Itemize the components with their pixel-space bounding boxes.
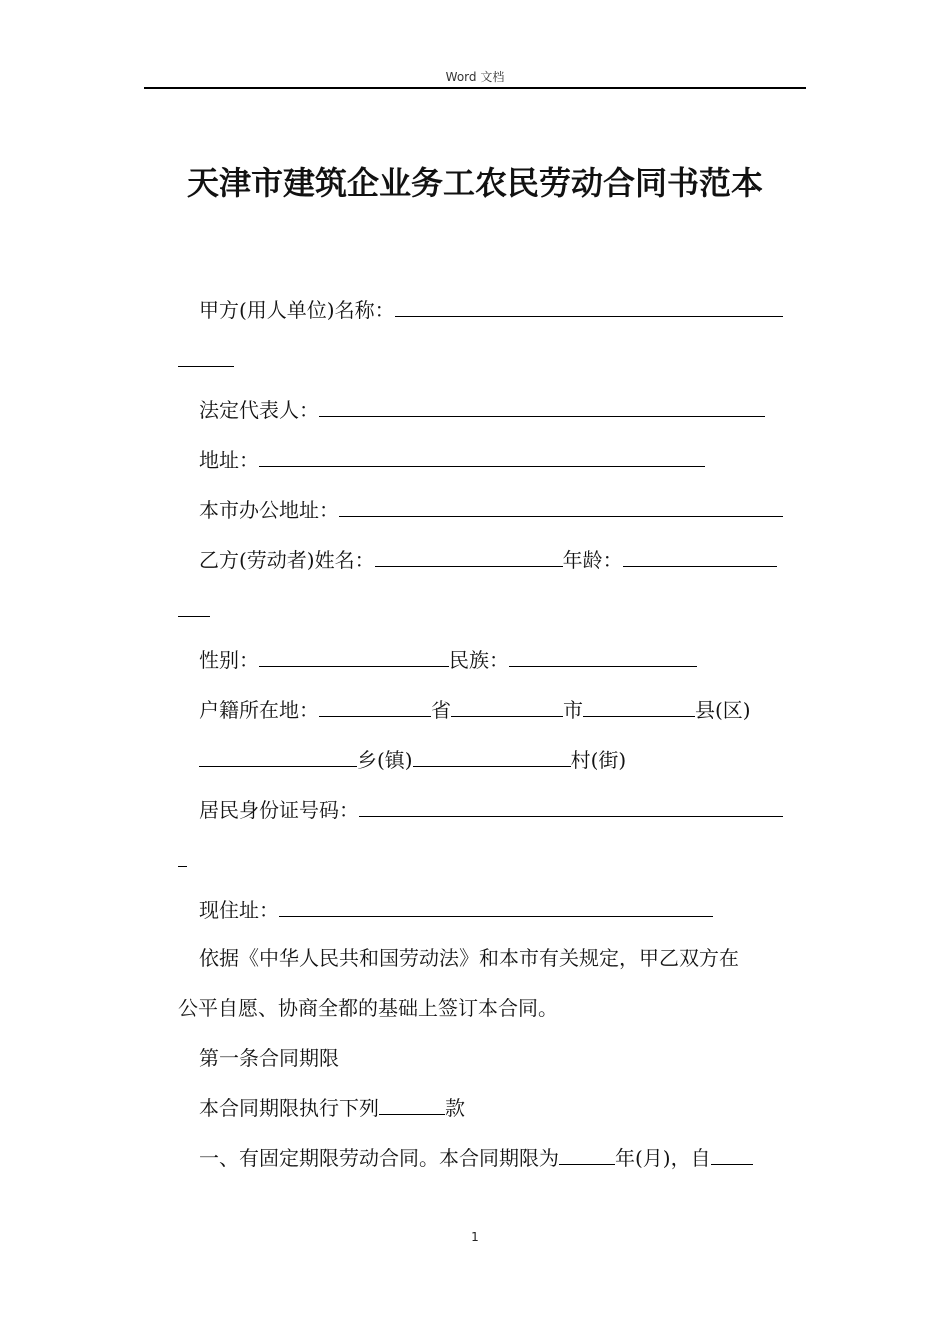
party-b-name-blank[interactable] — [375, 546, 563, 567]
document-title: 天津市建筑企业务工农民劳动合同书范本 — [186, 164, 763, 202]
intro-line-2: 公平自愿、协商全都的基础上签订本合同。 — [178, 996, 558, 1020]
party-a-address-line — [199, 445, 705, 475]
party-a-name-blank-cont[interactable] — [178, 346, 234, 367]
party-b-current-address-line — [199, 895, 713, 925]
city-blank[interactable] — [451, 696, 563, 717]
party-b-household-label: 户籍所在地： — [199, 698, 319, 722]
party-b-ethnicity-label: 民族： — [449, 648, 509, 672]
article-1-text — [199, 1093, 465, 1123]
clause-1-term-blank[interactable] — [559, 1144, 615, 1165]
party-a-address-blank[interactable] — [259, 446, 705, 467]
party-a-office-line — [199, 495, 783, 525]
party-a-name-line-cont — [178, 345, 234, 375]
party-b-id-blank-cont[interactable] — [178, 846, 187, 867]
party-a-address-label: 地址： — [199, 448, 259, 472]
party-a-office-label: 本市办公地址： — [199, 498, 339, 522]
party-b-age-label: 年龄： — [562, 548, 623, 572]
header-text: Word 文档 — [445, 70, 505, 84]
party-a-office-blank[interactable] — [339, 496, 783, 517]
party-a-rep-blank[interactable] — [319, 396, 765, 417]
township-blank[interactable] — [199, 746, 357, 767]
party-b-id-line-cont — [178, 845, 187, 875]
party-a-name-label: 甲方(用人单位)名称： — [199, 298, 395, 322]
party-b-gender-label: 性别： — [199, 648, 259, 672]
article-1-text-b: 款 — [445, 1096, 465, 1120]
clause-1-line — [199, 1143, 753, 1173]
county-blank[interactable] — [583, 696, 695, 717]
page-number: 1 — [471, 1230, 479, 1244]
county-label: 县(区) — [695, 698, 751, 722]
article-1-title: 第一条合同期限 — [199, 1046, 339, 1070]
province-blank[interactable] — [319, 696, 431, 717]
party-a-rep-label: 法定代表人： — [199, 398, 319, 422]
clause-1-text-b: 年(月)，自 — [615, 1146, 711, 1170]
party-b-name-label: 乙方(劳动者)姓名： — [199, 548, 375, 572]
party-b-id-line — [199, 795, 783, 825]
intro-line-1: 依据《中华人民共和国劳动法》和本市有关规定，甲乙双方在 — [199, 946, 739, 970]
article-1-text-a: 本合同期限执行下列 — [199, 1096, 379, 1120]
village-label: 村(街) — [570, 748, 627, 772]
province-label: 省 — [431, 698, 451, 722]
party-b-current-address-blank[interactable] — [279, 896, 713, 917]
village-blank[interactable] — [413, 746, 571, 767]
party-b-township-line — [199, 745, 626, 775]
article-1-clause-blank[interactable] — [379, 1094, 445, 1115]
party-b-name-line — [199, 545, 777, 575]
township-label: 乡(镇) — [357, 748, 413, 772]
party-b-age-blank[interactable] — [623, 546, 777, 567]
party-b-id-blank[interactable] — [359, 796, 783, 817]
party-a-rep-line — [199, 395, 765, 425]
party-b-current-address-label: 现住址： — [199, 898, 279, 922]
clause-1-start-blank[interactable] — [711, 1144, 753, 1165]
party-b-ethnicity-blank[interactable] — [509, 646, 697, 667]
party-b-household-line — [199, 695, 751, 725]
party-b-age-line-cont — [178, 595, 210, 625]
header-divider — [144, 87, 806, 89]
party-b-id-label: 居民身份证号码： — [199, 798, 359, 822]
party-b-age-blank-cont[interactable] — [178, 596, 210, 617]
party-a-name-blank[interactable] — [395, 296, 783, 317]
clause-1-text-a: 一、有固定期限劳动合同。本合同期限为 — [199, 1146, 559, 1170]
party-b-gender-line — [199, 645, 697, 675]
party-b-gender-blank[interactable] — [259, 646, 449, 667]
party-a-name-line — [199, 295, 783, 325]
city-label: 市 — [563, 698, 583, 722]
